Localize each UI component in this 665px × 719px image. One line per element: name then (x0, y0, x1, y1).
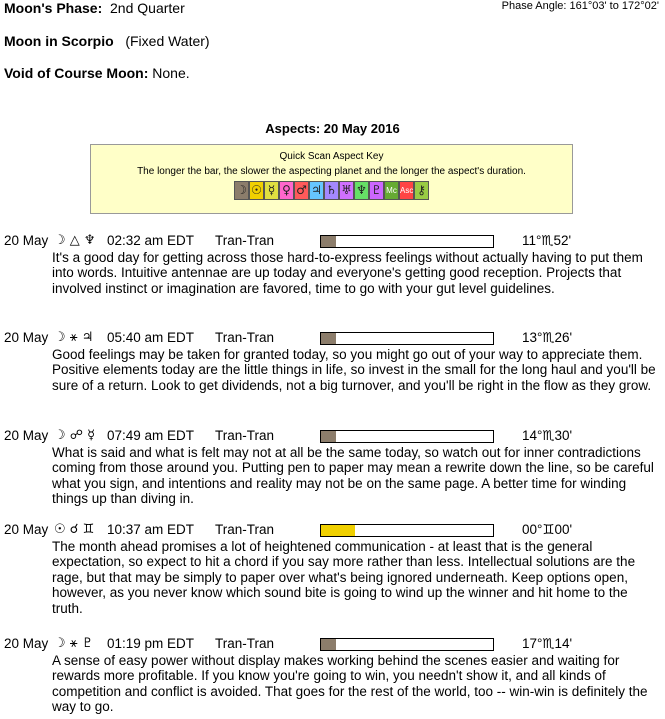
aspect-entry (0, 330, 665, 393)
key-glyph-icon: ♆ (354, 181, 369, 200)
duration-bar (320, 430, 494, 443)
moon-phase (4, 0, 185, 16)
aspect-key-subtitle: The longer the bar, the slower the aspecting planet and the longer the aspect's duration. (137, 166, 526, 177)
duration-bar-fill (321, 236, 336, 247)
aspect-glyphs: ☽ △ ♆ (54, 233, 96, 248)
void-of-course-label: Void of Course Moon: (4, 65, 149, 81)
duration-bar-fill (321, 525, 355, 536)
void-of-course (4, 65, 190, 81)
key-glyph-icon: ⚷ (414, 181, 429, 200)
aspect-entry (0, 428, 665, 507)
key-glyph-icon: ♄ (324, 181, 339, 200)
key-glyph-icon: ☽ (234, 181, 249, 200)
aspect-time: 01:19 pm EDT (107, 636, 195, 651)
aspect-date: 20 May (4, 330, 49, 345)
duration-bar-fill (321, 333, 336, 344)
key-glyph-icon: Mc (384, 181, 399, 200)
duration-bar (320, 332, 494, 345)
aspect-position: 00°♊00' (522, 522, 573, 537)
aspect-date: 20 May (4, 522, 49, 537)
key-glyph-icon: ♅ (339, 181, 354, 200)
aspect-type: Tran-Tran (215, 233, 275, 248)
aspect-description: Good feelings may be taken for granted today, so you might go out of your way to appreciate them. Positive elements today are the little things in life, so invest in the small for the long haul and you'll be sure of a return. Look to get dividends, not a big turnover, and you'll be right in the flow as they grow. (52, 347, 656, 393)
key-glyph-icon: ♇ (369, 181, 384, 200)
key-glyph-icon: ♃ (309, 181, 324, 200)
aspect-date: 20 May (4, 636, 49, 651)
aspect-position: 14°♏30' (522, 428, 573, 443)
aspect-time: 07:49 am EDT (107, 428, 195, 443)
aspect-entry (0, 636, 665, 715)
aspect-glyphs: ☽ ⚹ ♇ (54, 636, 94, 651)
aspect-type: Tran-Tran (215, 330, 275, 345)
aspect-date: 20 May (4, 233, 49, 248)
aspect-key-title: Quick Scan Aspect Key (279, 151, 384, 162)
aspect-description: What is said and what is felt may not at all be the same today, so watch out for inner contradictions coming from those around you. Putting pen to paper may mean a rewrite down the line, so be careful what you sign, and intentions and reality may not be on the same page. A better time for winding things up than diving in. (52, 445, 654, 507)
void-of-course-value: None. (152, 65, 190, 81)
key-glyph-icon: Asc (399, 181, 414, 200)
aspect-glyphs: ☽ ☍ ☿ (54, 428, 96, 443)
moon-sign-label: Moon in Scorpio (4, 33, 114, 49)
duration-bar (320, 638, 494, 651)
key-glyph-icon: ☉ (249, 181, 264, 200)
aspect-entry (0, 522, 665, 616)
aspect-description: A sense of easy power without display makes working behind the scenes easier and waiting for rewards more profitable. If you know you're going to win, you needn't show it, and all kinds of competition and conflict is avoided. That goes for the rest of the world, too -- win-win is definitely the way to go. (52, 653, 648, 715)
duration-bar (320, 235, 494, 248)
aspect-time: 10:37 am EDT (107, 522, 195, 537)
aspect-time: 02:32 am EDT (107, 233, 195, 248)
moon-phase-label: Moon's Phase: (4, 0, 103, 16)
key-glyph-icon: ♀ (279, 181, 294, 200)
aspect-type: Tran-Tran (215, 636, 275, 651)
aspect-position: 11°♏52' (522, 233, 572, 248)
aspect-description: The month ahead promises a lot of heightened communication - at least that is the general expectation, so expect to hit a chord if you say more rather than less. Intellectual solutions are the rage, but that may be simply to paper over what's being ignored underneath. Keep options open, however, as you never know which sound bite is going to wind up the winner and hit home to the truth. (52, 539, 636, 616)
aspect-description: It's a good day for getting across those hard-to-express feelings without actually having to put them into words. Intuitive antennae are up today and everyone's getting good reception. Projects that involved instinct or imagination are favored, time to go with your gut level guidelines. (52, 250, 643, 296)
key-glyph-icon: ☿ (264, 181, 279, 200)
moon-phase-value: 2nd Quarter (110, 0, 185, 16)
duration-bar (320, 524, 494, 537)
aspect-entry (0, 233, 665, 296)
aspect-position: 17°♏14' (522, 636, 573, 651)
aspect-glyphs: ☉ ☌ ♊ (54, 522, 95, 537)
aspect-position: 13°♏26' (522, 330, 573, 345)
key-glyph-icon: ♂ (294, 181, 309, 200)
duration-bar-fill (321, 431, 336, 442)
aspect-type: Tran-Tran (215, 522, 275, 537)
aspect-glyphs: ☽ ⚹ ♃ (54, 330, 94, 345)
aspect-type: Tran-Tran (215, 428, 275, 443)
moon-sign (4, 33, 210, 49)
aspect-key-box (90, 144, 573, 214)
phase-angle: Phase Angle: 161°03' to 172°02' (501, 0, 659, 12)
aspect-time: 05:40 am EDT (107, 330, 195, 345)
moon-sign-value: (Fixed Water) (125, 33, 210, 49)
aspects-title: Aspects: 20 May 2016 (265, 121, 400, 136)
aspect-key-glyphs (234, 181, 429, 200)
aspect-date: 20 May (4, 428, 49, 443)
duration-bar-fill (321, 639, 336, 650)
